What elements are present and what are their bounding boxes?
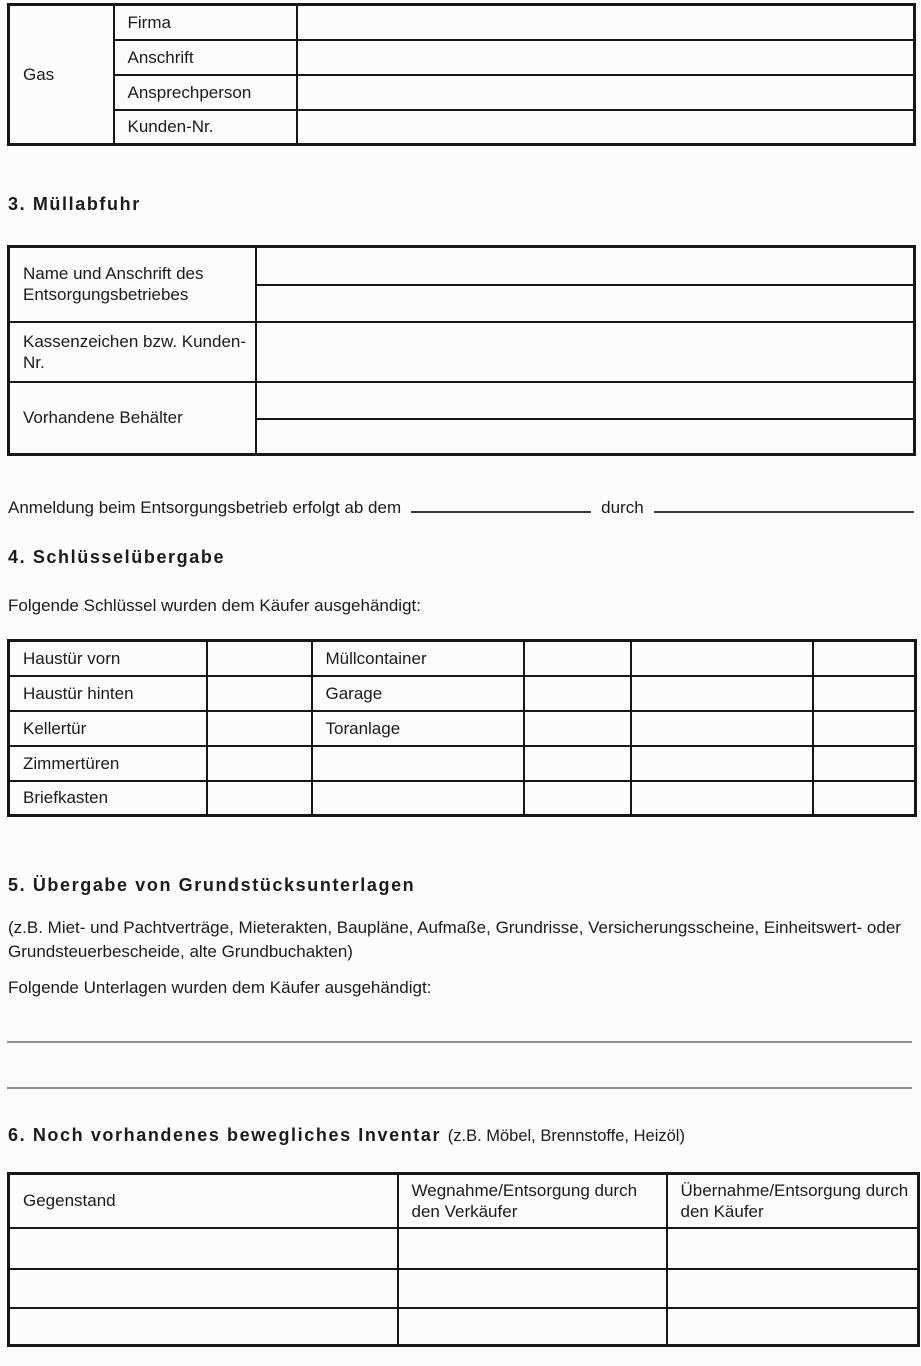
- kassenzeichen-value-cell[interactable]: [256, 322, 915, 382]
- containers-label: Vorhandene Behälter: [9, 382, 256, 455]
- table-row: [9, 781, 916, 816]
- inventory-buyer-cell[interactable]: [667, 1228, 919, 1269]
- write-line-2[interactable]: [7, 1087, 912, 1089]
- containers-value-cell-2[interactable]: [256, 419, 915, 455]
- key-count-cell[interactable]: [813, 746, 916, 781]
- disposal-company-label: Name und Anschrift des Entsorgungsbetriebes: [9, 247, 256, 322]
- inventory-item-cell[interactable]: [9, 1228, 398, 1269]
- table-row: [9, 1228, 919, 1269]
- inventory-item-cell[interactable]: [9, 1308, 398, 1346]
- key-extra-label-cell[interactable]: [631, 676, 813, 711]
- key-count-cell[interactable]: [524, 711, 631, 746]
- key-count-cell[interactable]: [813, 781, 916, 816]
- section-6-heading-note: (z.B. Möbel, Brennstoffe, Heizöl): [447, 1127, 685, 1145]
- gas-firma-value-cell[interactable]: [297, 5, 915, 40]
- key-extra-label-cell[interactable]: [312, 746, 524, 781]
- gas-ansprechperson-value-cell[interactable]: [297, 75, 915, 110]
- key-count-cell[interactable]: [207, 711, 312, 746]
- gas-kundennr-value-cell[interactable]: [297, 110, 915, 145]
- table-row: [9, 110, 915, 145]
- kassenzeichen-label: Kassenzeichen bzw. Kunden-Nr.: [9, 322, 256, 382]
- table-row: [9, 676, 916, 711]
- key-label: Zimmertüren: [9, 746, 207, 781]
- key-count-cell[interactable]: [207, 641, 312, 676]
- gas-anschrift-label: Anschrift: [114, 40, 297, 75]
- key-label: Haustür vorn: [9, 641, 207, 676]
- section-4-heading: 4. Schlüsselübergabe: [8, 547, 226, 567]
- key-label: Müllcontainer: [312, 641, 524, 676]
- table-row: [9, 322, 915, 382]
- gas-group-label: Gas: [9, 5, 114, 145]
- key-label: Garage: [312, 676, 524, 711]
- section-5-examples: (z.B. Miet- und Pachtverträge, Mieterakten, Baupläne, Aufmaße, Grundrisse, Versicherungsscheine, Einheitswert- oder Grundsteuerbescheide, alte Grundbuchakten): [8, 918, 901, 961]
- section-5-intro: Folgende Unterlagen wurden dem Käufer ausgehändigt:: [8, 978, 432, 997]
- key-extra-label-cell[interactable]: [631, 781, 813, 816]
- table-row: [9, 247, 915, 285]
- gas-kundennr-label: Kunden-Nr.: [114, 110, 297, 145]
- registration-line-prefix: Anmeldung beim Entsorgungsbetrieb erfolgt ab dem: [8, 498, 402, 517]
- inventory-table: [7, 1172, 920, 1347]
- inventory-seller-cell[interactable]: [398, 1308, 667, 1346]
- section-5-heading: 5. Übergabe von Grundstücksunterlagen: [8, 875, 416, 895]
- table-row: [9, 5, 915, 40]
- key-count-cell[interactable]: [207, 746, 312, 781]
- table-row: [9, 746, 916, 781]
- inventory-item-cell[interactable]: [9, 1269, 398, 1308]
- disposal-company-value-cell-2[interactable]: [256, 285, 915, 322]
- key-count-cell[interactable]: [813, 676, 916, 711]
- gas-anschrift-value-cell[interactable]: [297, 40, 915, 75]
- inventory-header-buyer: Übernahme/Entsorgung durch den Käufer: [667, 1174, 919, 1228]
- table-row: [9, 711, 916, 746]
- table-row: [9, 382, 915, 419]
- key-count-cell[interactable]: [813, 711, 916, 746]
- key-label: Toranlage: [312, 711, 524, 746]
- registration-by-blank[interactable]: [654, 492, 914, 513]
- section-4-intro: Folgende Schlüssel wurden dem Käufer ausgehändigt:: [8, 596, 421, 615]
- key-extra-label-cell[interactable]: [631, 641, 813, 676]
- table-row: [9, 641, 916, 676]
- write-line-1[interactable]: [7, 1041, 912, 1043]
- table-row: [9, 40, 915, 75]
- inventory-buyer-cell[interactable]: [667, 1308, 919, 1346]
- key-label: Briefkasten: [9, 781, 207, 816]
- table-row: [9, 1269, 919, 1308]
- key-extra-label-cell[interactable]: [631, 746, 813, 781]
- key-count-cell[interactable]: [524, 746, 631, 781]
- key-label: Haustür hinten: [9, 676, 207, 711]
- waste-disposal-table: [7, 245, 916, 456]
- inventory-header-item: Gegenstand: [9, 1174, 398, 1228]
- registration-date-blank[interactable]: [411, 492, 591, 513]
- key-handover-table: [7, 639, 917, 817]
- key-count-cell[interactable]: [207, 781, 312, 816]
- inventory-buyer-cell[interactable]: [667, 1269, 919, 1308]
- gas-supplier-table: [7, 3, 916, 146]
- key-extra-label-cell[interactable]: [631, 711, 813, 746]
- gas-ansprechperson-label: Ansprechperson: [114, 75, 297, 110]
- registration-line: [8, 492, 914, 518]
- section-3-heading: 3. Müllabfuhr: [8, 194, 141, 214]
- key-count-cell[interactable]: [524, 781, 631, 816]
- key-extra-label-cell[interactable]: [312, 781, 524, 816]
- table-row: [9, 1308, 919, 1346]
- disposal-company-value-cell-1[interactable]: [256, 247, 915, 285]
- key-count-cell[interactable]: [524, 641, 631, 676]
- containers-value-cell-1[interactable]: [256, 382, 915, 419]
- gas-firma-label: Firma: [114, 5, 297, 40]
- table-header-row: [9, 1174, 919, 1228]
- inventory-header-seller: Wegnahme/Entsorgung durch den Verkäufer: [398, 1174, 667, 1228]
- key-count-cell[interactable]: [813, 641, 916, 676]
- key-count-cell[interactable]: [207, 676, 312, 711]
- inventory-seller-cell[interactable]: [398, 1269, 667, 1308]
- key-count-cell[interactable]: [524, 676, 631, 711]
- registration-line-middle: durch: [601, 498, 644, 517]
- key-label: Kellertür: [9, 711, 207, 746]
- section-6-heading-bold: 6. Noch vorhandenes bewegliches Inventar: [8, 1125, 442, 1145]
- section-6-heading: [8, 1125, 685, 1146]
- inventory-seller-cell[interactable]: [398, 1228, 667, 1269]
- table-row: [9, 75, 915, 110]
